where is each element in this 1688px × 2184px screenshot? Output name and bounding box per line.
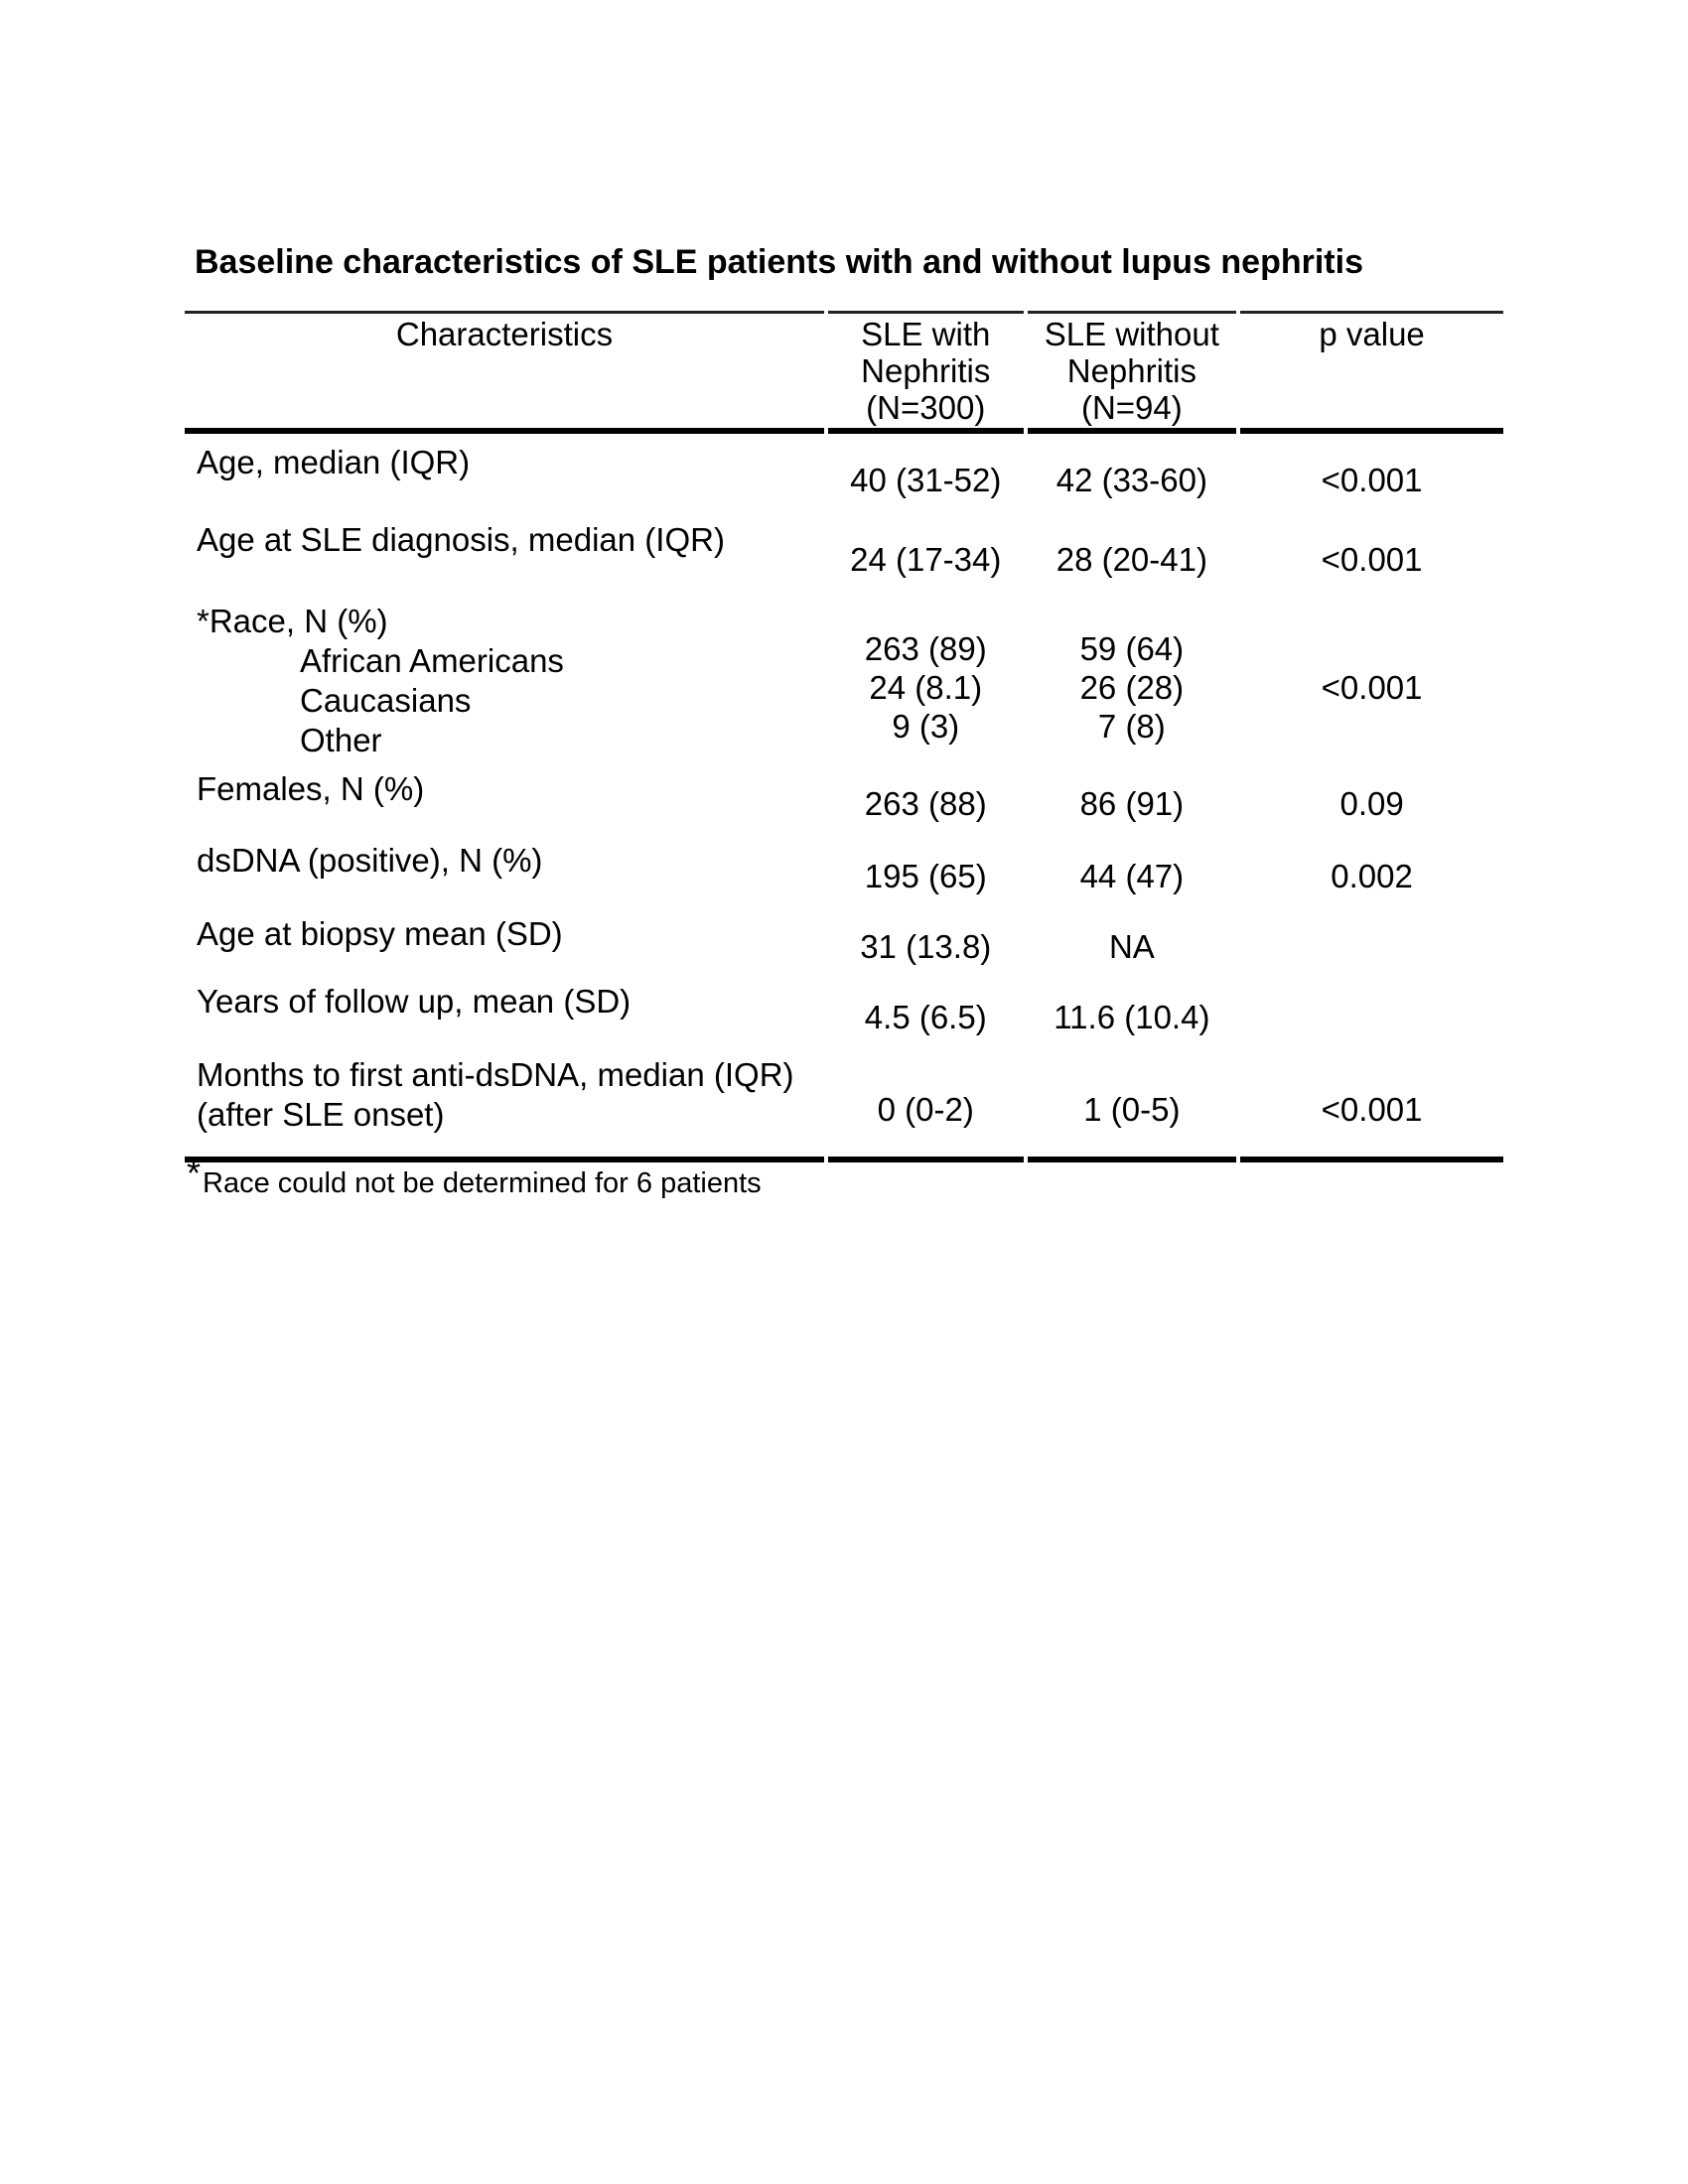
cell-with-nephritis: 195 (65) — [864, 858, 987, 894]
cell-without-nephritis: 11.6 (10.4) — [1054, 999, 1210, 1035]
cell-without-nephritis: NA — [1108, 928, 1155, 965]
table-row-dsdna-positive — [185, 832, 1503, 905]
header-row — [185, 311, 1503, 434]
cell-with-nephritis: 40 (31-52) — [850, 462, 1002, 498]
row-label: Age, median (IQR) — [197, 444, 471, 480]
col-header-characteristics — [185, 311, 824, 434]
cell-without-nephritis: 86 (91) — [1079, 785, 1185, 822]
cell-p-value — [1240, 973, 1503, 1046]
header-line: SLE without — [1044, 316, 1219, 352]
cell-with-nephritis: 31 (13.8) — [860, 928, 992, 965]
row-label-main: *Race, N (%) — [197, 603, 388, 639]
cell-without-nephritis: 28 (20-41) — [1055, 541, 1207, 578]
baseline-characteristics-table — [181, 311, 1507, 1162]
header-line: p value — [1319, 316, 1425, 352]
footnote-text: Race could not be determined for 6 patients — [203, 1167, 762, 1199]
col-header-sle-with-nephritis — [828, 311, 1024, 434]
header-line: Nephritis — [1066, 352, 1196, 389]
row-label: dsDNA (positive), N (%) — [197, 842, 543, 879]
footnote-asterisk: * — [187, 1153, 202, 1193]
row-label: Age at biopsy mean (SD) — [197, 915, 563, 952]
header-line: SLE with — [861, 316, 991, 352]
cell-without-nephritis — [1028, 593, 1237, 760]
row-label: Females, N (%) — [197, 770, 425, 807]
cell-without-nephritis: 1 (0-5) — [1028, 1046, 1237, 1162]
row-label: Years of follow up, mean (SD) — [197, 983, 632, 1020]
race-value-line: 7 (8) — [1097, 707, 1166, 745]
cell-with-nephritis: 263 (88) — [864, 785, 987, 822]
race-value-line: 263 (89) — [864, 629, 987, 667]
header-line: (N=300) — [866, 389, 986, 426]
cell-without-nephritis: 44 (47) — [1079, 858, 1185, 894]
row-label-line: Months to first anti-dsDNA, median (IQR) — [197, 1056, 794, 1093]
table-row-race — [185, 593, 1503, 760]
col-header-sle-without-nephritis — [1028, 311, 1237, 434]
row-label — [185, 593, 824, 760]
table-row-age-median — [185, 434, 1503, 511]
col-header-p-value — [1240, 311, 1503, 434]
cell-with-nephritis: 4.5 (6.5) — [864, 999, 987, 1035]
row-label-line: (after SLE onset) — [197, 1096, 445, 1133]
cell-with-nephritis: 24 (17-34) — [850, 541, 1002, 578]
table-row-years-follow-up — [185, 973, 1503, 1046]
cell-with-nephritis — [828, 593, 1024, 760]
race-value-line: 24 (8.1) — [869, 668, 983, 706]
table-row-months-to-first-anti-dsdna — [185, 1046, 1503, 1162]
table-title: Baseline characteristics of SLE patients with and without lupus nephritis — [195, 243, 1363, 281]
race-value-line: 26 (28) — [1079, 668, 1185, 706]
table-row-females — [185, 760, 1503, 832]
cell-p-value: <0.001 — [1240, 1046, 1503, 1162]
table-footnote — [187, 1153, 762, 1200]
row-label: Age at SLE diagnosis, median (IQR) — [197, 521, 725, 558]
cell-p-value: 0.09 — [1339, 785, 1404, 822]
header-line: Nephritis — [861, 352, 991, 389]
race-subcategory: Caucasians — [300, 682, 472, 719]
race-subcategory: African Americans — [300, 642, 564, 679]
cell-p-value: <0.001 — [1321, 668, 1423, 706]
cell-without-nephritis: 42 (33-60) — [1055, 462, 1207, 498]
race-value-line: 59 (64) — [1079, 629, 1185, 667]
header-line: Characteristics — [395, 316, 614, 352]
race-subcategory: Other — [300, 722, 382, 758]
table-row-age-at-biopsy — [185, 905, 1503, 973]
row-label — [185, 1046, 824, 1162]
race-value-line: 9 (3) — [892, 707, 960, 745]
cell-p-value: <0.001 — [1321, 541, 1423, 578]
cell-p-value: 0.002 — [1331, 858, 1413, 894]
table-row-age-at-diagnosis — [185, 511, 1503, 593]
header-line: (N=94) — [1080, 389, 1183, 426]
cell-p-value: <0.001 — [1321, 462, 1423, 498]
cell-with-nephritis: 0 (0-2) — [828, 1046, 1024, 1162]
cell-p-value — [1240, 905, 1503, 973]
